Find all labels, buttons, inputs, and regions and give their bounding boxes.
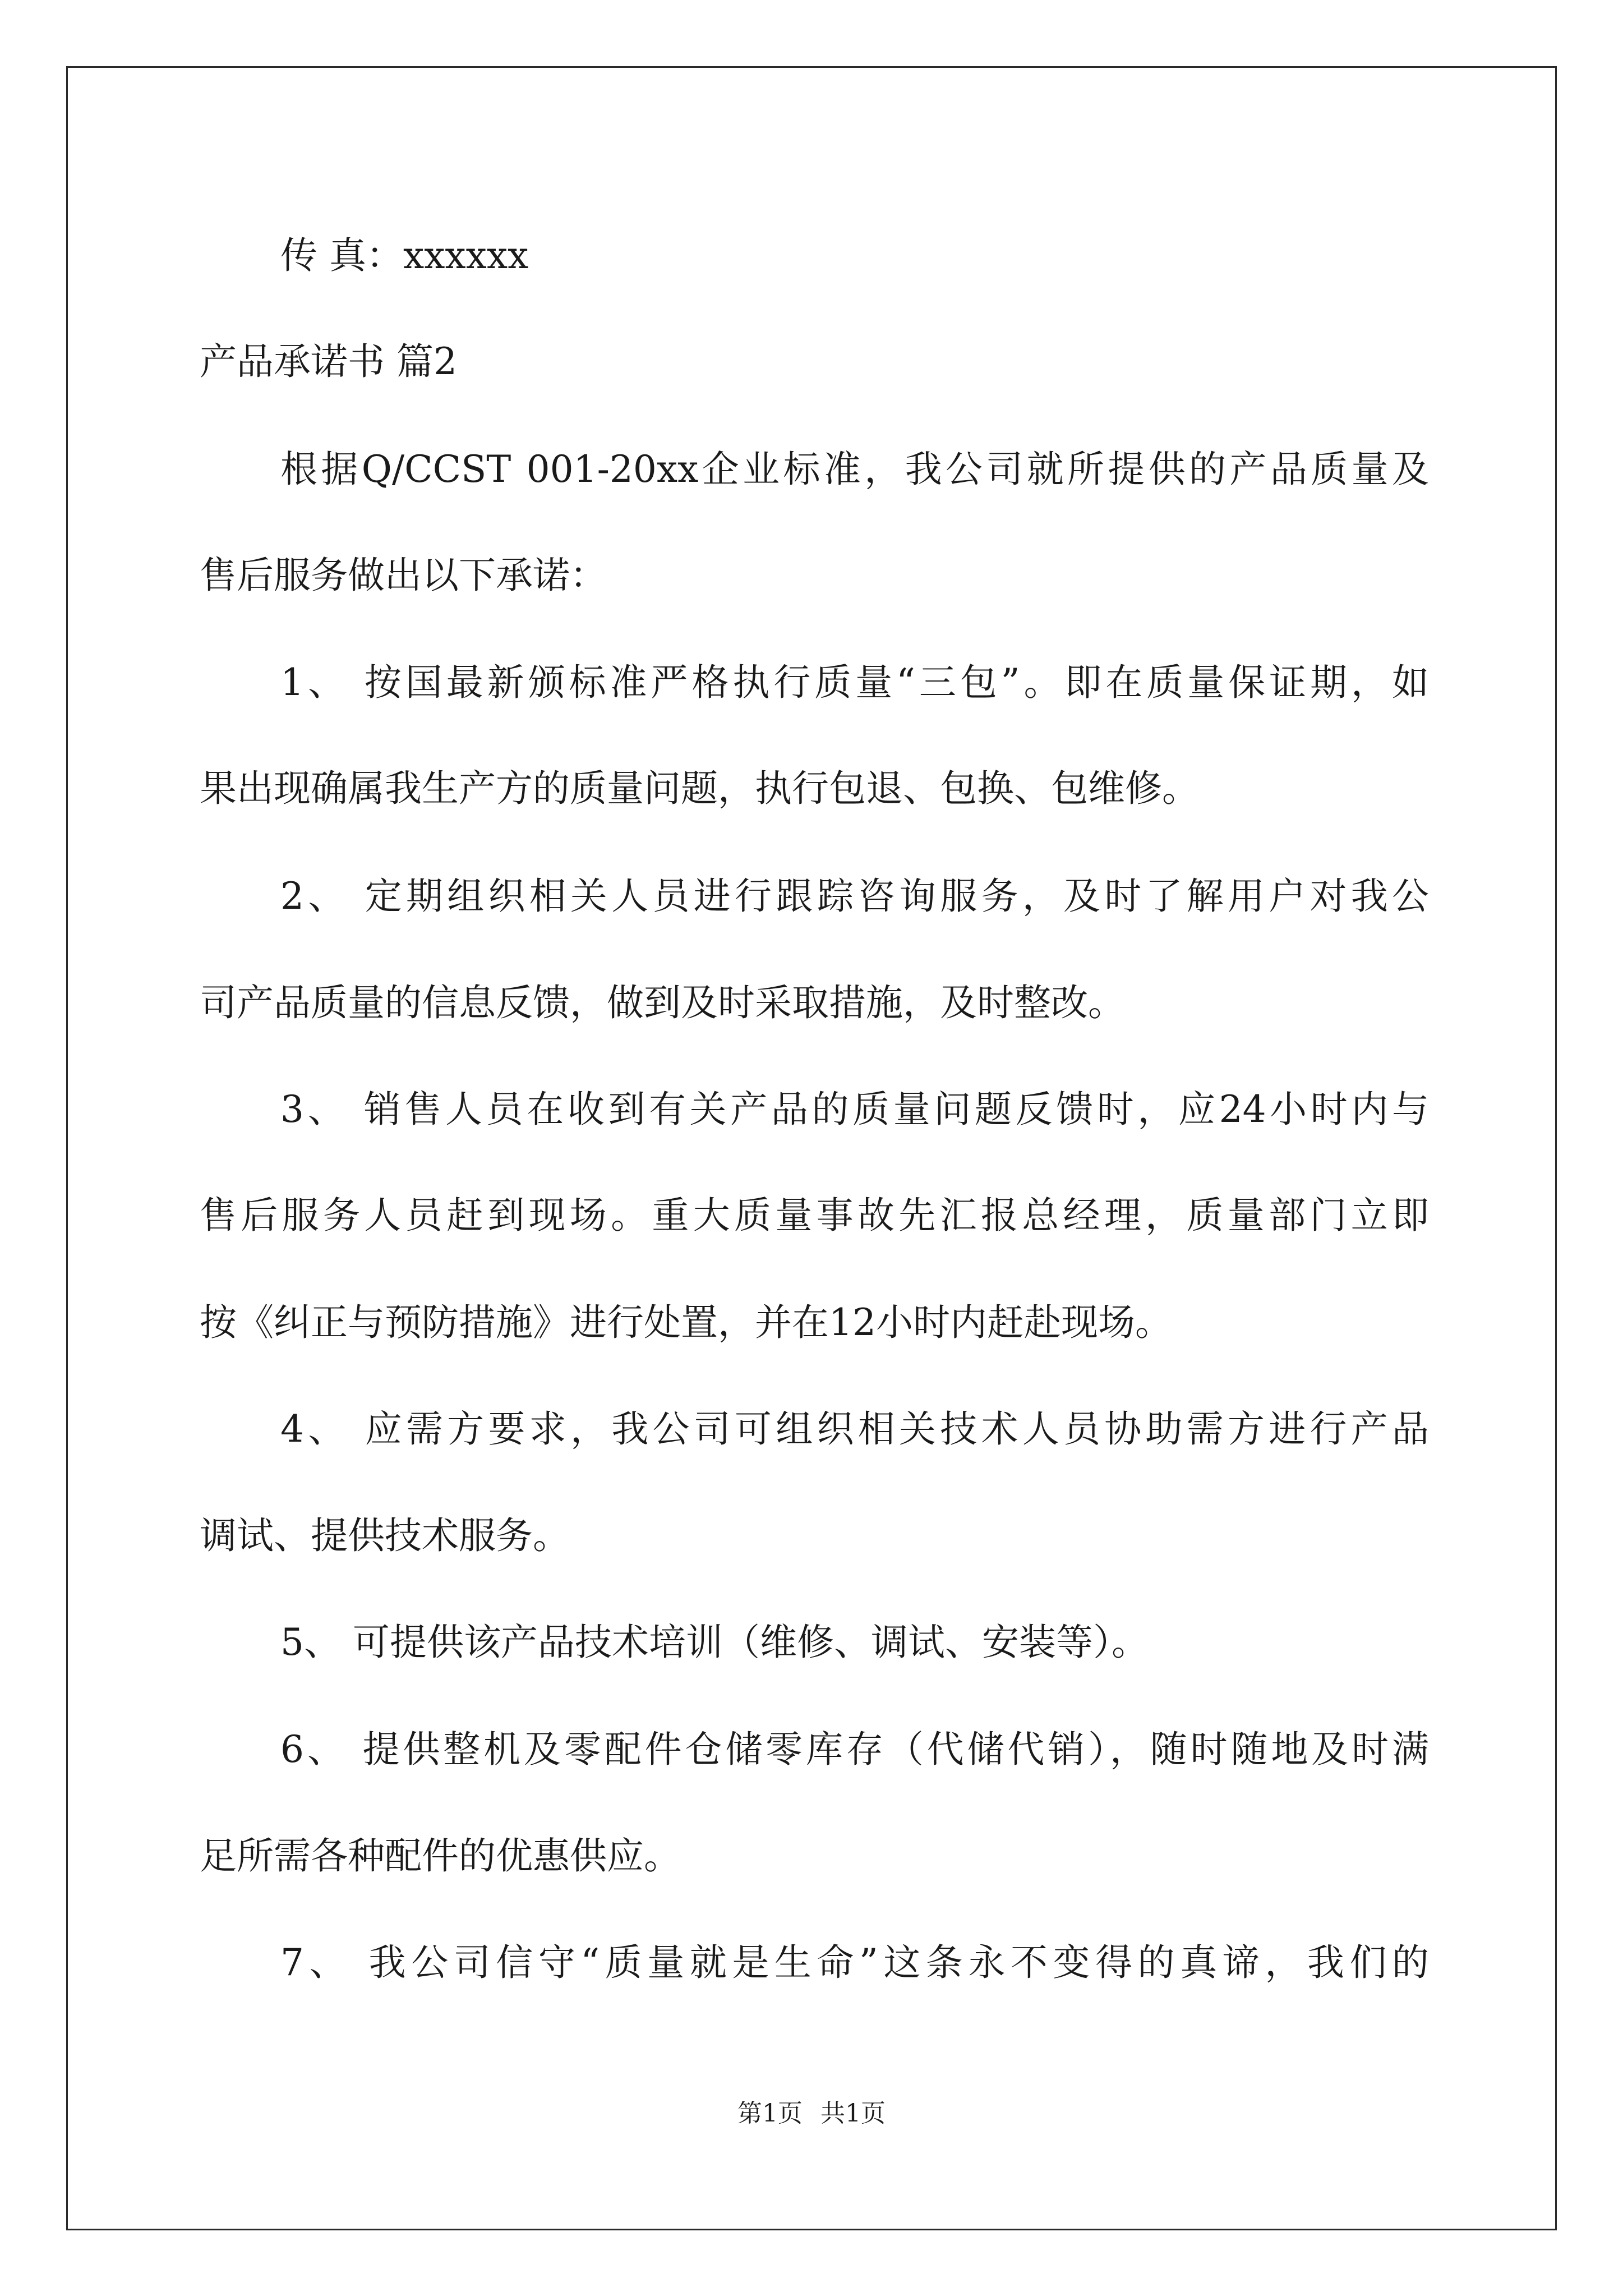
item-4-line-2: 调试、提供技术服务。 (200, 1514, 570, 1557)
page-number: 第1页 (737, 2099, 803, 2128)
page-footer (0, 2098, 1623, 2129)
page-border (66, 66, 1557, 2230)
item-3-line-2: 售后服务人员赶到现场。重大质量事故先汇报总经理，质量部门立即 (200, 1194, 1429, 1237)
item-6-line-2: 足所需各种配件的优惠供应。 (200, 1834, 681, 1878)
page-total: 共1页 (820, 2099, 886, 2128)
item-7-line-1: 7、 我公司信守“质量就是生命”这条永不变得的真谛，我们的 (280, 1941, 1429, 1984)
item-2-line-2: 司产品质量的信息反馈，做到及时采取措施，及时整改。 (200, 981, 1125, 1024)
item-3-line-3: 按《纠正与预防措施》进行处置，并在12小时内赶赴现场。 (200, 1301, 1172, 1344)
item-5-line-1: 5、 可提供该产品技术培训（维修、调试、安装等）。 (280, 1621, 1149, 1664)
item-4-line-1: 4、 应需方要求，我公司可组织相关技术人员协助需方进行产品 (280, 1407, 1429, 1451)
item-1-line-1: 1、 按国最新颁标准严格执行质量“三包”。即在质量保证期，如 (280, 661, 1429, 704)
item-3-line-1: 3、 销售人员在收到有关产品的质量问题反馈时，应24小时内与 (280, 1088, 1429, 1131)
item-2-line-1: 2、 定期组织相关人员进行跟踪咨询服务，及时了解用户对我公 (280, 875, 1429, 918)
fax-line: 传 真：xxxxxx (280, 234, 529, 277)
intro-line-1: 根据Q/CCST 001-20xx企业标准，我公司就所提供的产品质量及 (280, 448, 1429, 491)
section-heading: 产品承诺书 篇2 (200, 340, 457, 383)
item-1-line-2: 果出现确属我生产方的质量问题，执行包退、包换、包维修。 (200, 767, 1199, 810)
intro-line-2: 售后服务做出以下承诺： (200, 554, 607, 597)
item-6-line-1: 6、 提供整机及零配件仓储零库存（代储代销），随时随地及时满 (280, 1728, 1429, 1771)
